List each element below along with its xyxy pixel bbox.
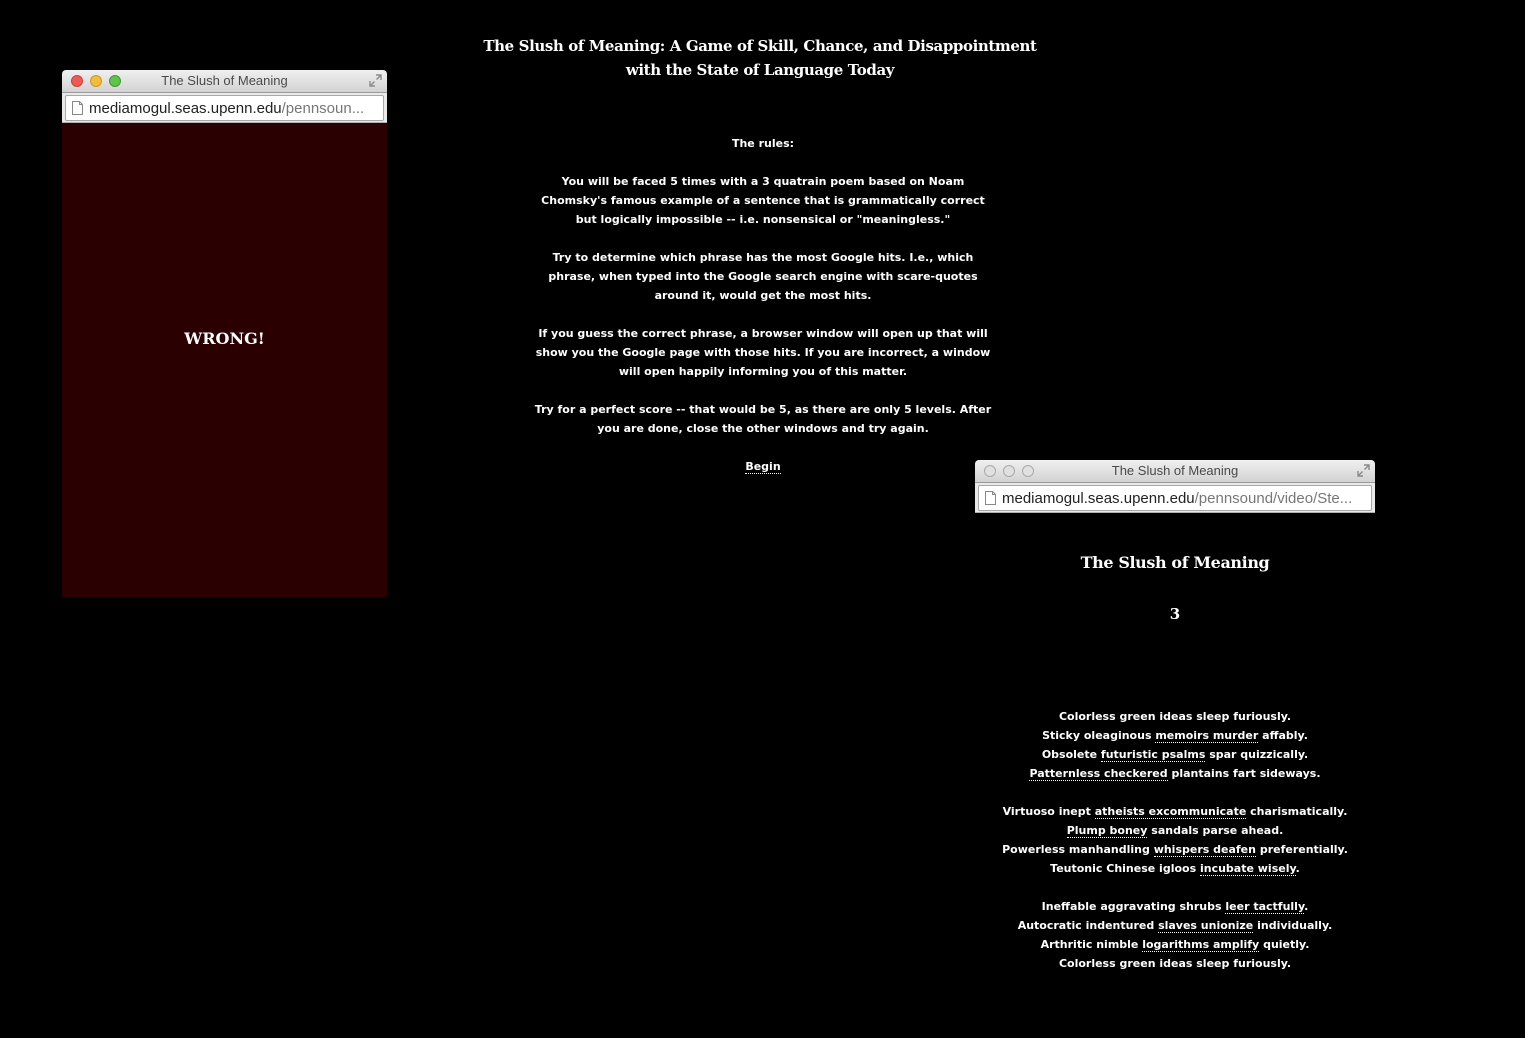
- close-button[interactable]: [984, 465, 996, 477]
- poem-line-text: Colorless green ideas sleep furiously.: [1058, 957, 1292, 970]
- url-field[interactable]: [65, 95, 384, 121]
- phrase-choice-link[interactable]: atheists excommunicate: [1094, 805, 1247, 818]
- wrong-message: WRONG!: [184, 329, 265, 348]
- begin-link[interactable]: Begin: [745, 460, 781, 473]
- poem-line: [975, 954, 1375, 973]
- poem-line-text: .: [1304, 900, 1309, 913]
- poem-line-text: Teutonic Chinese igloos: [1050, 862, 1200, 875]
- window-titlebar[interactable]: [62, 70, 387, 93]
- window-title: The Slush of Meaning: [1111, 463, 1239, 478]
- url-path: /pennsoun...: [281, 99, 365, 117]
- phrase-choice-link[interactable]: whispers deafen: [1153, 843, 1256, 856]
- poem-line: [975, 745, 1375, 764]
- poem-line: [975, 802, 1375, 821]
- poem-line-text: Ineffable aggravating shrubs: [1041, 900, 1226, 913]
- poem-line-text: charismatically.: [1246, 805, 1348, 818]
- poem-line: [975, 935, 1375, 954]
- poem-line-text: spar quizzically.: [1205, 748, 1309, 761]
- phrase-choice-link[interactable]: leer tactfully: [1225, 900, 1305, 913]
- poem-line: [975, 840, 1375, 859]
- poem-title: The Slush of Meaning: [1080, 553, 1270, 572]
- phrase-choice-link[interactable]: Plump boney: [1066, 824, 1148, 837]
- minimize-button[interactable]: [1003, 465, 1015, 477]
- url-host: mediamogul.seas.upenn.edu: [89, 99, 282, 117]
- phrase-choice-link[interactable]: incubate wisely: [1199, 862, 1296, 875]
- minimize-button[interactable]: [90, 75, 102, 87]
- poem-content: [975, 513, 1375, 970]
- poem-line: [975, 707, 1375, 726]
- poem: [975, 707, 1375, 992]
- rules-section: [530, 134, 996, 495]
- url-path: /pennsound/video/Ste...: [1194, 489, 1353, 507]
- close-button[interactable]: [71, 75, 83, 87]
- poem-line-text: .: [1295, 862, 1300, 875]
- wrong-content: [62, 123, 387, 597]
- poem-line-text: individually.: [1253, 919, 1333, 932]
- poem-line-text: Arthritic nimble: [1040, 938, 1143, 951]
- poem-stanza: [975, 707, 1375, 783]
- window-title: The Slush of Meaning: [161, 73, 288, 88]
- page-title: [460, 34, 1060, 82]
- poem-line-text: Obsolete: [1041, 748, 1101, 761]
- fullscreen-icon[interactable]: [369, 74, 382, 87]
- rules-paragraph-2: Try to determine which phrase has the most Google hits. I.e., which phrase, when typed into the Google search engine with scare-quotes around it, would get the most hits.: [548, 251, 978, 302]
- level-number: 3: [1169, 605, 1181, 623]
- poem-line: [975, 859, 1375, 878]
- poem-line-text: Sticky oleaginous: [1042, 729, 1156, 742]
- poem-line-text: Virtuoso inept: [1002, 805, 1095, 818]
- fullscreen-icon[interactable]: [1357, 464, 1370, 477]
- document-icon: [72, 101, 83, 115]
- zoom-button[interactable]: [109, 75, 121, 87]
- poem-line: [975, 821, 1375, 840]
- phrase-choice-link[interactable]: futuristic psalms: [1100, 748, 1206, 761]
- window-controls: [71, 75, 121, 87]
- window-titlebar[interactable]: [975, 460, 1375, 483]
- poem-line: [975, 764, 1375, 783]
- rules-paragraph-1: You will be faced 5 times with a 3 quatrain poem based on Noam Chomsky's famous example of a sentence that is grammatically correct but logically impossible -- i.e. nonsensical or "meaningless.": [541, 175, 985, 226]
- zoom-button[interactable]: [1022, 465, 1034, 477]
- page-title-line-1: The Slush of Meaning: A Game of Skill, Chance, and Disappointment: [483, 37, 1037, 55]
- document-icon: [985, 491, 996, 505]
- poem-line-text: quietly.: [1259, 938, 1310, 951]
- phrase-choice-link[interactable]: slaves unionize: [1158, 919, 1254, 932]
- rules-paragraph-4: Try for a perfect score -- that would be 5, as there are only 5 levels. After you are done, close the other windows and try again.: [534, 403, 992, 435]
- poem-line-text: affably.: [1258, 729, 1308, 742]
- phrase-choice-link[interactable]: memoirs murder: [1155, 729, 1259, 742]
- url-bar: [62, 93, 387, 123]
- poem-stanza: [975, 802, 1375, 878]
- wrong-popup-window: [62, 70, 387, 597]
- poem-popup-window: [975, 460, 1375, 970]
- poem-line: [975, 726, 1375, 745]
- poem-stanza: [975, 897, 1375, 973]
- poem-line-text: sandals parse ahead.: [1147, 824, 1284, 837]
- url-bar: [975, 483, 1375, 513]
- poem-line-text: Autocratic indentured: [1017, 919, 1159, 932]
- url-host: mediamogul.seas.upenn.edu: [1002, 489, 1195, 507]
- poem-line-text: preferentially.: [1255, 843, 1348, 856]
- poem-line: [975, 916, 1375, 935]
- poem-line-text: Colorless green ideas sleep furiously.: [1058, 710, 1292, 723]
- phrase-choice-link[interactable]: Patternless checkered: [1029, 767, 1168, 780]
- poem-line-text: plantains fart sideways.: [1167, 767, 1321, 780]
- rules-paragraph-3: If you guess the correct phrase, a browser window will open up that will show you the Google page with those hits. If you are incorrect, a window will open happily informing you of this matter.: [535, 327, 991, 378]
- url-field[interactable]: [978, 485, 1372, 511]
- window-controls: [984, 465, 1034, 477]
- phrase-choice-link[interactable]: logarithms amplify: [1142, 938, 1260, 951]
- poem-line: [975, 897, 1375, 916]
- rules-heading: The rules:: [731, 137, 795, 150]
- poem-line-text: Powerless manhandling: [1002, 843, 1154, 856]
- page-title-line-2: with the State of Language Today: [625, 61, 895, 79]
